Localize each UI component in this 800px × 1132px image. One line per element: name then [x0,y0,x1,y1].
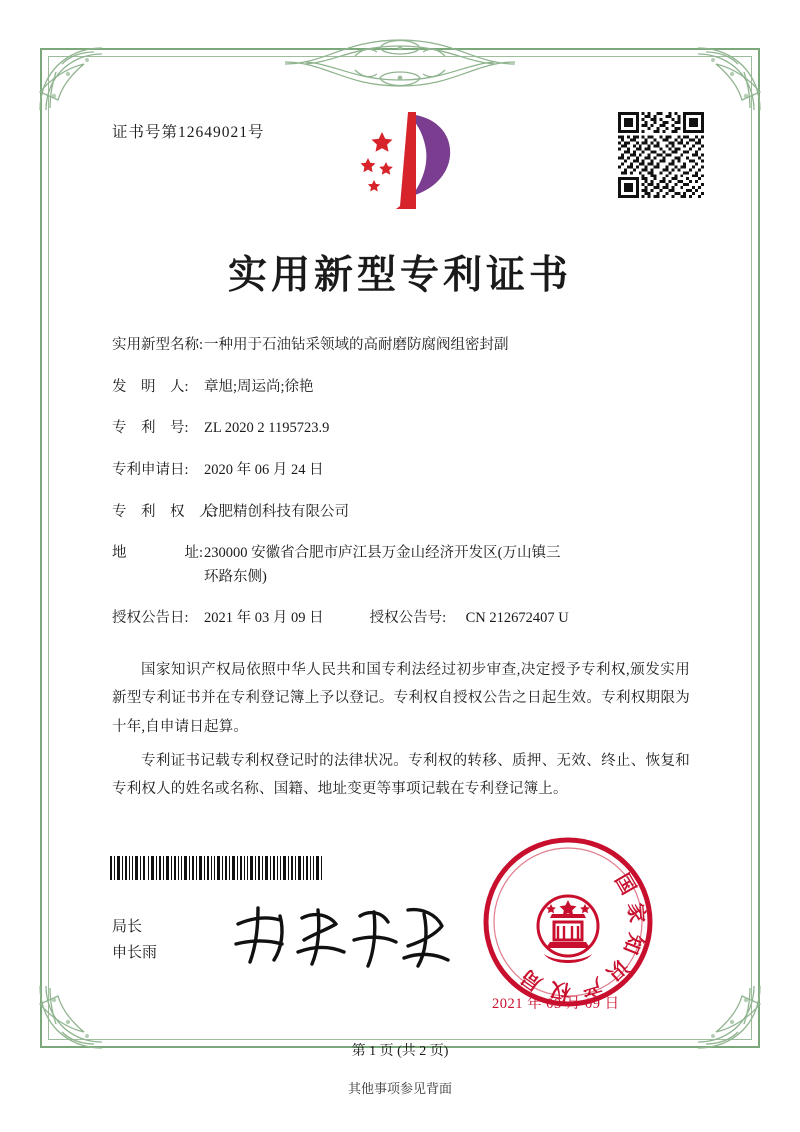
field-value-line2: 环路东侧) [204,568,267,585]
field-label: 专 利 权 人: [112,503,218,520]
field-row-patent-number [112,417,692,440]
field-label-grant-date: 授权公告日: [112,610,189,627]
field-row-address [112,542,692,588]
field-label: 实用新型名称: [112,337,204,353]
field-label: 发 明 人: [112,378,189,395]
field-value: 一种用于石油钻采领域的高耐磨防腐阀组密封副 [204,337,509,353]
field-value: 合肥精创科技有限公司 [204,503,349,520]
qr-code-icon [618,112,704,198]
field-value: 230000 安徽省合肥市庐江县万金山经济开发区(万山镇三 [204,545,561,562]
document-title: 实用新型专利证书 [227,252,572,298]
page-number: 第 1 页 (共 2 页) [351,1044,449,1059]
barcode [110,856,322,880]
field-list [112,334,692,649]
cnipa-logo-icon [338,110,462,214]
legal-text-block [112,656,690,809]
certificate-content [88,96,712,1016]
director-name: 申长雨 [112,945,158,962]
field-row-application-date [112,459,692,482]
field-value: 2020 年 06 月 24 日 [204,462,324,479]
field-row-patentee [112,501,692,524]
field-value: ZL 2020 2 1195723.9 [204,420,330,437]
official-seal [480,834,656,1010]
paragraph-2: 专利证书记载专利权登记时的法律状况。专利权的转移、质押、无效、终止、恢复和专利权人的姓名或名称、国籍、地址变更等事项记载在专利登记簿上。 [112,752,690,798]
field-row-inventors [112,376,692,399]
paragraph-1: 国家知识产权局依照中华人民共和国专利法经过初步审查,决定授予专利权,颁发实用新型专利证书并在专利登记簿上予以登记。专利权自授权公告之日起生效。专利权期限为十年,自申请日起算。 [112,662,690,735]
field-value: 章旭;周运尚;徐艳 [204,378,314,395]
bottom-center-ornament [285,58,515,92]
signature-block [112,914,157,967]
svg-text:国家知识产权局: 国家知识产权局 [509,869,650,1005]
field-label: 专利申请日: [112,462,189,479]
certificate-number: 证书号第12649021号 [112,124,265,141]
field-label: 地 址: [112,545,204,562]
field-row-grant-announcement [112,607,692,630]
footer-note: 其他事项参见背面 [347,1081,452,1096]
field-value-grant-date: 2021 年 03 月 09 日 [204,610,324,627]
director-title-label: 局长 [112,919,143,935]
seal-date: 2021 年 03 月 09 日 [492,996,620,1012]
handwritten-signature [228,896,458,976]
field-value-grant-number: CN 212672407 U [465,610,569,627]
field-label: 专 利 号: [112,420,189,437]
field-label-grant-number: 授权公告号: [369,610,447,627]
field-row-utility-model-name [112,334,692,357]
